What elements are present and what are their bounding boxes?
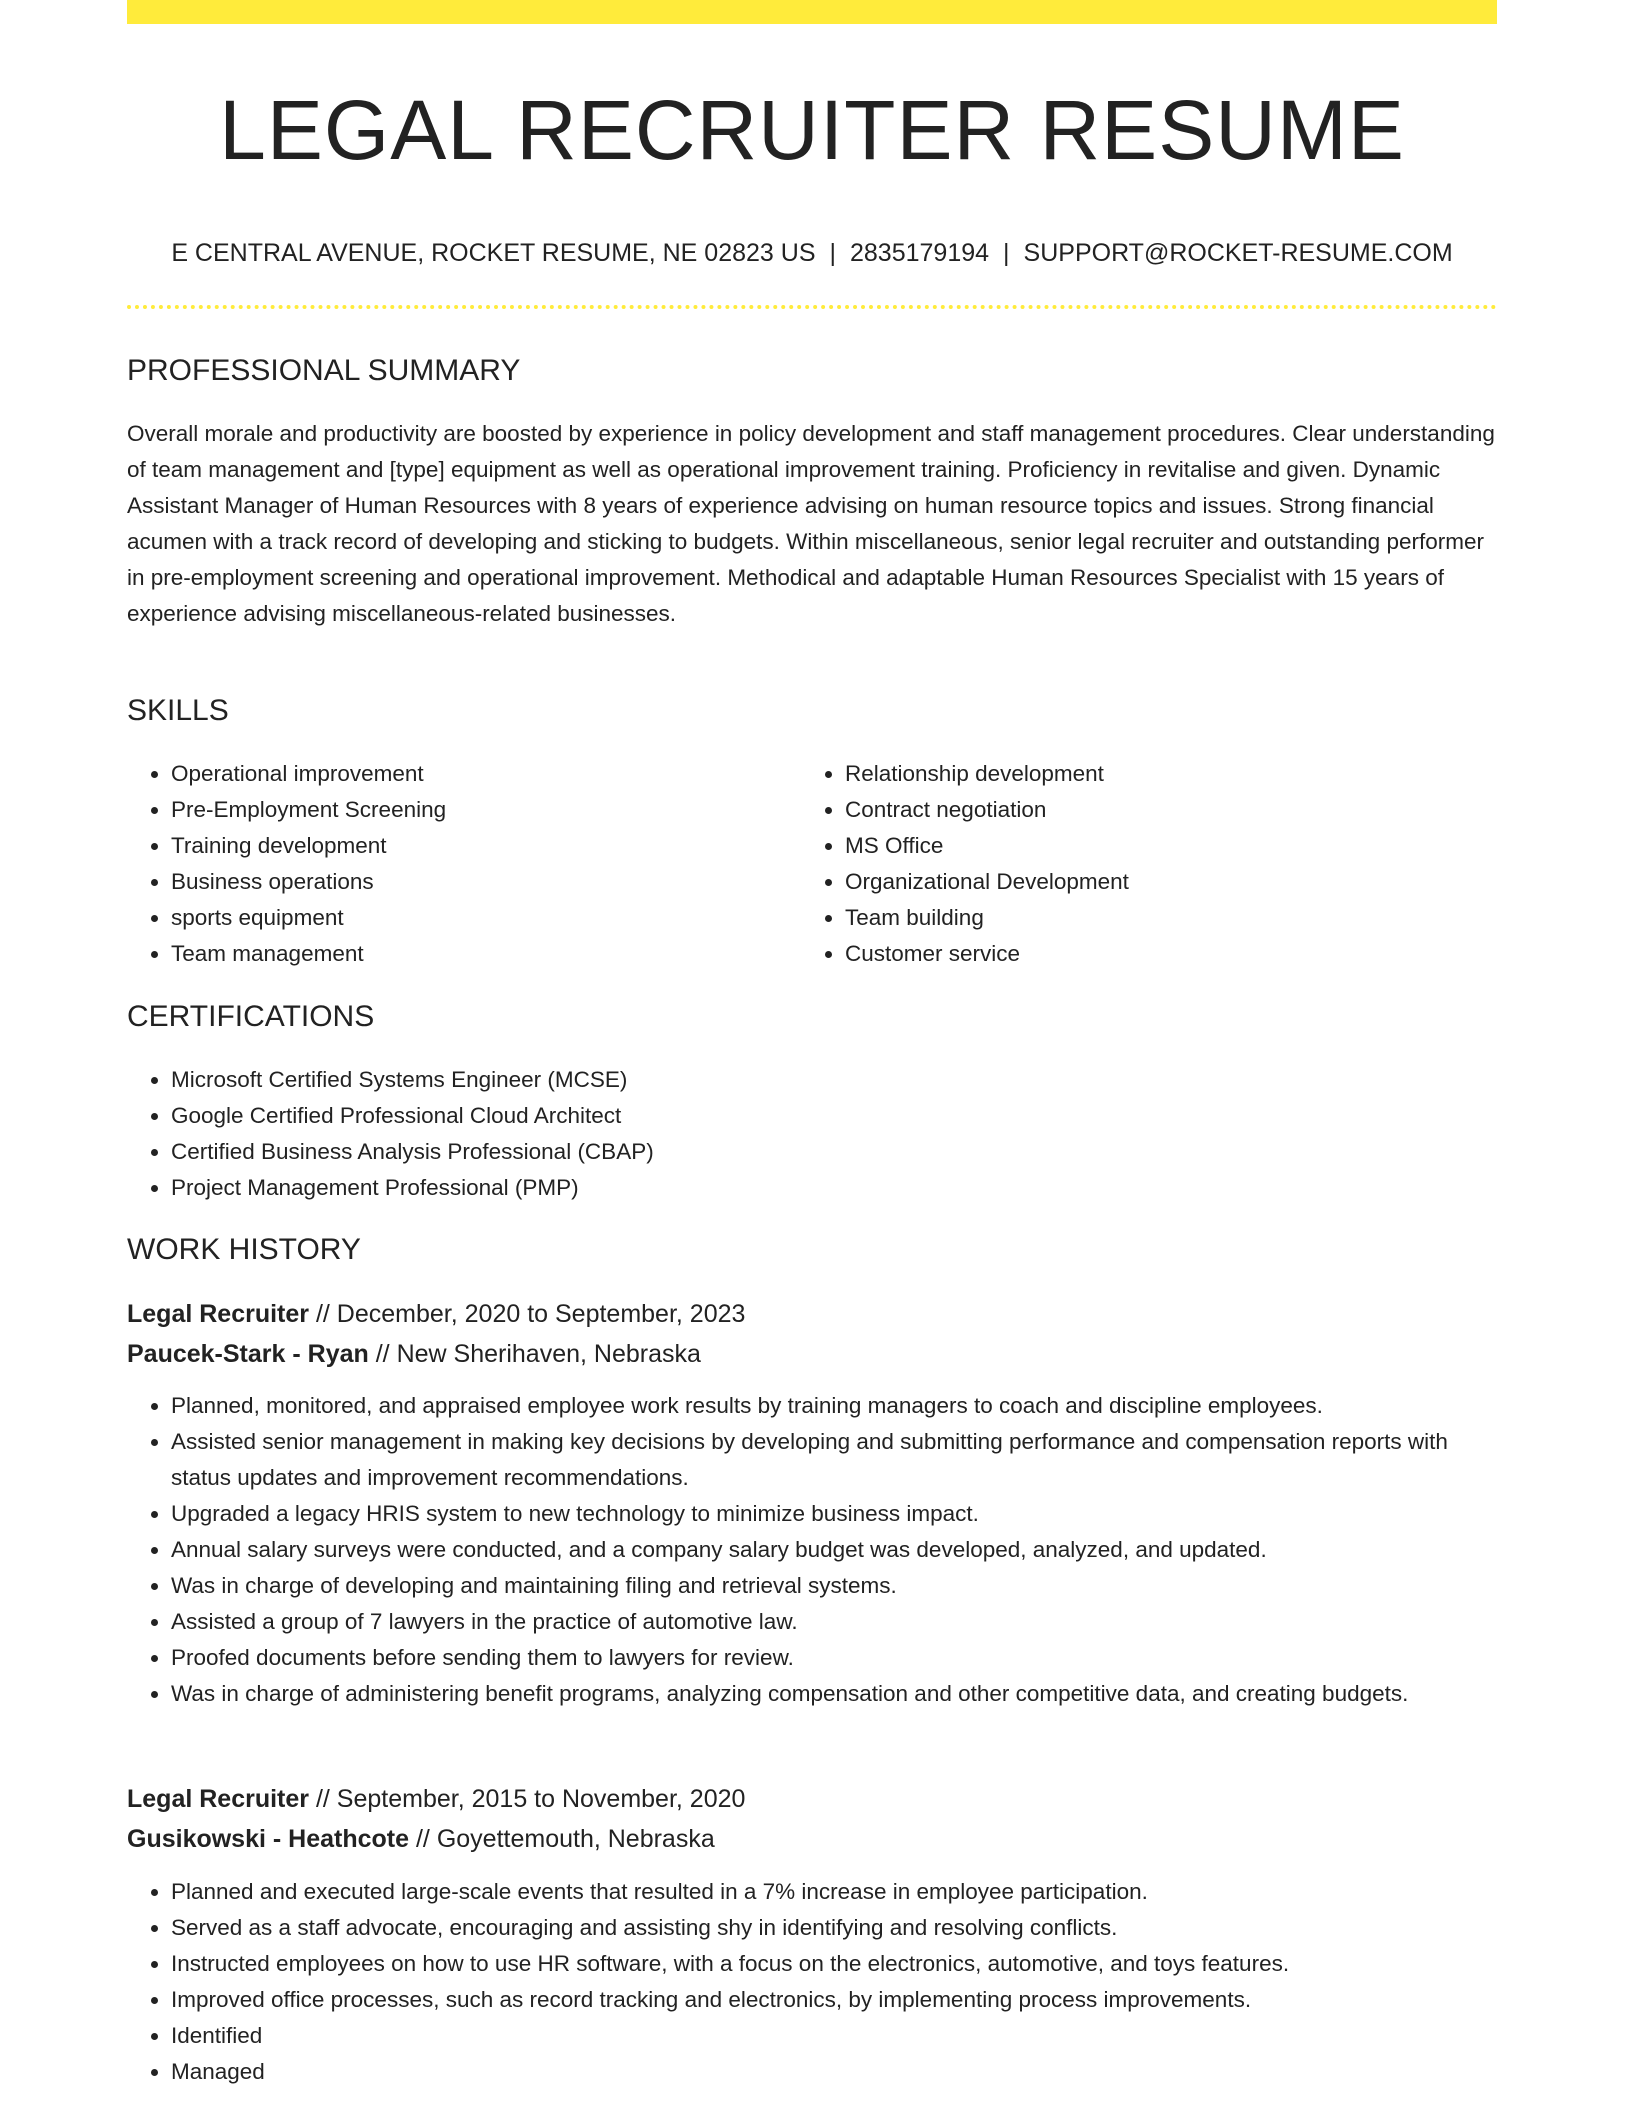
job-bullet: • Proofed documents before sending them to lawyers for review. (171, 1640, 1497, 1676)
job-bullets (127, 1388, 1497, 1712)
summary-heading: PROFESSIONAL SUMMARY (127, 354, 521, 387)
job-bullet: • Assisted senior management in making key decisions by developing and submitting performance and compensation reports with status updates and improvement recommendations. (171, 1424, 1497, 1496)
job-dates: // December, 2020 to September, 2023 (315, 1300, 746, 1328)
job-bullet: • Identified (171, 2018, 1497, 2054)
skill-item: • Customer service (845, 936, 1485, 972)
contact-phone: 2835179194 (850, 239, 990, 267)
skill-item: • Contract negotiation (845, 792, 1485, 828)
job-company-line (127, 1819, 715, 1859)
skill-item: • Organizational Development (845, 864, 1485, 900)
contact-separator: | (829, 239, 836, 267)
skill-item: • Training development (171, 828, 801, 864)
certification-item: • Certified Business Analysis Professional (CBAP) (171, 1134, 1501, 1170)
contact-separator: | (1003, 239, 1010, 267)
job-company-line (127, 1334, 701, 1374)
job-bullet: • Served as a staff advocate, encouraging and assisting shy in identifying and resolving conflicts. (171, 1910, 1497, 1946)
skill-item: • sports equipment (171, 900, 801, 936)
certification-item: • Project Management Professional (PMP) (171, 1170, 1501, 1206)
skills-heading: SKILLS (127, 694, 229, 727)
job-dates: // September, 2015 to November, 2020 (315, 1785, 746, 1813)
skills-list-right (801, 756, 1485, 972)
job-bullet: • Planned and executed large-scale events that resulted in a 7% increase in employee participation. (171, 1874, 1497, 1910)
skill-item: • Pre-Employment Screening (171, 792, 801, 828)
contact-email: SUPPORT@ROCKET-RESUME.COM (1023, 239, 1453, 267)
job-bullet: • Assisted a group of 7 lawyers in the practice of automotive law. (171, 1604, 1497, 1640)
job-bullet: • Was in charge of developing and maintaining filing and retrieval systems. (171, 1568, 1497, 1604)
skill-item: • Team management (171, 936, 801, 972)
skill-item: • Business operations (171, 864, 801, 900)
header-divider (127, 305, 1497, 309)
job-bullet: • Annual salary surveys were conducted, and a company salary budget was developed, analyzed, and updated. (171, 1532, 1497, 1568)
job-bullet: • Managed (171, 2054, 1497, 2090)
work-history-heading: WORK HISTORY (127, 1233, 361, 1266)
job-bullet: • Improved office processes, such as record tracking and electronics, by implementing process improvements. (171, 1982, 1497, 2018)
skills-list-left (127, 756, 801, 972)
job-location: // Goyettemouth, Nebraska (415, 1825, 715, 1853)
job-bullet: • Was in charge of administering benefit programs, analyzing compensation and other competitive data, and creating budgets. (171, 1676, 1497, 1712)
job-title-line (127, 1779, 745, 1819)
job-company: Paucek-Stark - Ryan (127, 1340, 369, 1368)
top-accent-bar (127, 0, 1497, 24)
job-bullet: • Upgraded a legacy HRIS system to new technology to minimize business impact. (171, 1496, 1497, 1532)
skill-item: • Team building (845, 900, 1485, 936)
skill-item: • MS Office (845, 828, 1485, 864)
job-location: // New Sherihaven, Nebraska (375, 1340, 701, 1368)
job-company: Gusikowski - Heathcote (127, 1825, 410, 1853)
job-title: Legal Recruiter (127, 1300, 310, 1328)
certification-item: • Google Certified Professional Cloud Architect (171, 1098, 1501, 1134)
resume-title: LEGAL RECRUITER RESUME (219, 83, 1405, 177)
skill-item: • Operational improvement (171, 756, 801, 792)
job-bullets (127, 1874, 1497, 2090)
job-bullet: • Instructed employees on how to use HR software, with a focus on the electronics, automotive, and toys features. (171, 1946, 1497, 1982)
certifications-list (127, 1062, 1501, 1206)
certification-item: • Microsoft Certified Systems Engineer (MCSE) (171, 1062, 1501, 1098)
job-title: Legal Recruiter (127, 1785, 310, 1813)
skill-item: • Relationship development (845, 756, 1485, 792)
summary-text: Overall morale and productivity are boosted by experience in policy development and staff management procedures. Clear understanding of team management and [type] equipment as well as operational improvement training. Proficiency in revitalise and given. Dynamic Assistant Manager of Human Resources with 8 years of experience advising on human resource topics and issues. Strong financial acumen with a track record of developing and sticking to budgets. Within miscellaneous, senior legal recruiter and outstanding performer in pre-employment screening and operational improvement. Methodical and adaptable Human Resources Specialist with 15 years of experience advising miscellaneous-related businesses. (127, 421, 1495, 626)
certifications-heading: CERTIFICATIONS (127, 1000, 375, 1033)
contact-line (127, 236, 1497, 270)
job-title-line (127, 1294, 745, 1334)
job-bullet: • Planned, monitored, and appraised employee work results by training managers to coach and discipline employees. (171, 1388, 1497, 1424)
contact-address: E CENTRAL AVENUE, ROCKET RESUME, NE 02823 US (171, 239, 816, 267)
